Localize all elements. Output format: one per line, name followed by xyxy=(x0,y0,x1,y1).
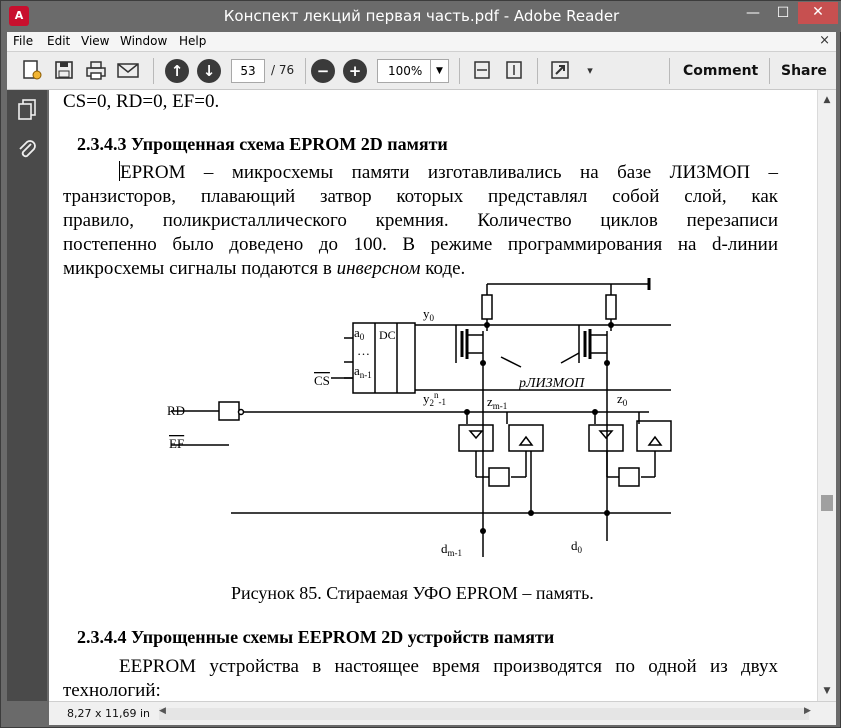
adobe-reader-icon: A xyxy=(9,6,29,26)
chevron-down-icon[interactable]: ▼ xyxy=(430,60,448,82)
scroll-left-icon[interactable]: ◀ xyxy=(159,706,166,716)
ellipsis-label: … xyxy=(357,343,370,358)
share-button[interactable]: Share xyxy=(781,63,827,79)
menu-edit[interactable]: Edit xyxy=(47,34,71,48)
paragraph-line: постепенно было доведено до 100. В режиме программирования на d-линии xyxy=(63,234,778,255)
resistor xyxy=(606,295,616,319)
close-document-icon[interactable]: × xyxy=(819,33,830,48)
ef-label: EF xyxy=(169,436,185,451)
section-heading: 2.3.4.3 Упрощенная схема EPROM 2D памяти xyxy=(77,134,448,154)
menu-bar xyxy=(7,32,836,52)
eprom-schematic xyxy=(149,275,709,565)
zoom-in-icon[interactable]: + xyxy=(343,59,367,83)
menu-view[interactable]: View xyxy=(81,34,110,48)
decoder-label: DC xyxy=(379,328,396,342)
input-an-label: $a_{n-1}$ xyxy=(354,363,372,380)
toolbar-separator xyxy=(537,58,538,84)
paragraph-line: EPROM – микросхемы памяти изготавливались на базе ЛИЗМОП – xyxy=(120,162,778,183)
toolbar-separator xyxy=(669,58,670,84)
email-icon[interactable] xyxy=(115,59,141,83)
full-screen-icon[interactable] xyxy=(547,59,573,83)
horizontal-scrollbar[interactable] xyxy=(159,708,809,720)
navigation-pane xyxy=(7,90,47,701)
figure-caption: Рисунок 85. Стираемая УФО EPROM – память. xyxy=(231,583,594,603)
toolbar-separator xyxy=(459,58,460,84)
fit-page-icon[interactable] xyxy=(501,59,527,83)
paragraph-line: EEPROM устройства в настоящее время производятся по одной из двух xyxy=(119,656,778,677)
scroll-down-icon[interactable]: ▼ xyxy=(823,686,831,696)
page-total: / 76 xyxy=(271,63,295,77)
paragraph-line: микросхемы сигналы подаются в инверсном коде. xyxy=(63,258,466,279)
title-bar xyxy=(1,1,841,32)
toolbar-separator xyxy=(153,58,154,84)
next-page-icon[interactable]: ↓ xyxy=(197,59,221,83)
z0-label: $z_0$ xyxy=(617,391,628,408)
scroll-thumb[interactable] xyxy=(821,495,833,511)
dm-label: $d_{m-1}$ xyxy=(441,541,462,558)
inverter-gate xyxy=(489,468,509,486)
page-size-readout: 8,27 x 11,69 in xyxy=(67,707,151,720)
save-icon[interactable] xyxy=(51,59,77,83)
print-icon[interactable] xyxy=(83,59,109,83)
transistor-type-label: pЛИЗМОП xyxy=(519,376,585,391)
close-button[interactable]: ✕ xyxy=(798,2,838,24)
y0-label: $y_0$ xyxy=(423,306,434,323)
page-thumbnails-icon[interactable] xyxy=(15,98,39,124)
paragraph-line: правило, поликристаллического кремния. Количество циклов перезаписи xyxy=(63,210,778,231)
toolbar-options-icon[interactable]: ▾ xyxy=(587,64,593,77)
toolbar-separator xyxy=(769,58,770,84)
inverter-gate xyxy=(619,468,639,486)
page-number-input[interactable]: 53 xyxy=(231,59,265,83)
status-bar xyxy=(49,701,836,725)
comment-button[interactable]: Comment xyxy=(683,63,759,79)
window-title: Конспект лекций первая часть.pdf - Adobe Reader xyxy=(223,7,620,25)
cs-label: CS xyxy=(314,373,330,388)
zm-label: $z_{m-1}$ xyxy=(487,394,508,411)
scroll-up-icon[interactable]: ▲ xyxy=(823,95,831,105)
paragraph-line: технологий: xyxy=(63,680,161,701)
zoom-out-icon[interactable]: − xyxy=(311,59,335,83)
scroll-right-icon[interactable]: ▶ xyxy=(804,706,811,716)
toolbar-separator xyxy=(305,58,306,84)
document-page xyxy=(49,90,817,701)
previous-page-icon[interactable]: ↑ xyxy=(165,59,189,83)
toolbar xyxy=(7,52,836,90)
vertical-scrollbar[interactable] xyxy=(817,90,836,701)
zoom-select[interactable] xyxy=(377,59,449,83)
create-pdf-icon[interactable] xyxy=(19,59,45,83)
menu-file[interactable]: File xyxy=(13,34,34,48)
text-line: CS=0, RD=0, EF=0. xyxy=(63,91,220,112)
attachments-icon[interactable] xyxy=(15,138,39,164)
y2n-label: $y_2^n_{-1}$ xyxy=(423,390,446,408)
zoom-value: 100% xyxy=(388,64,423,78)
maximize-button[interactable]: ☐ xyxy=(776,5,790,21)
paragraph-line: транзисторов, плавающий затвор которых представлял собой слой, как xyxy=(63,186,778,207)
write-buffer xyxy=(637,421,671,451)
section-heading: 2.3.4.4 Упрощенные схемы EEPROM 2D устройств памяти xyxy=(77,627,555,647)
fit-width-icon[interactable] xyxy=(469,59,495,83)
d0-label: $d_0$ xyxy=(571,538,582,555)
rd-label: RD xyxy=(167,403,186,418)
menu-help[interactable]: Help xyxy=(179,34,207,48)
input-a0-label: $a_0$ xyxy=(354,325,365,342)
minimize-button[interactable]: — xyxy=(746,5,760,21)
resistor xyxy=(482,295,492,319)
rd-buffer xyxy=(219,402,239,420)
menu-window[interactable]: Window xyxy=(120,34,168,48)
